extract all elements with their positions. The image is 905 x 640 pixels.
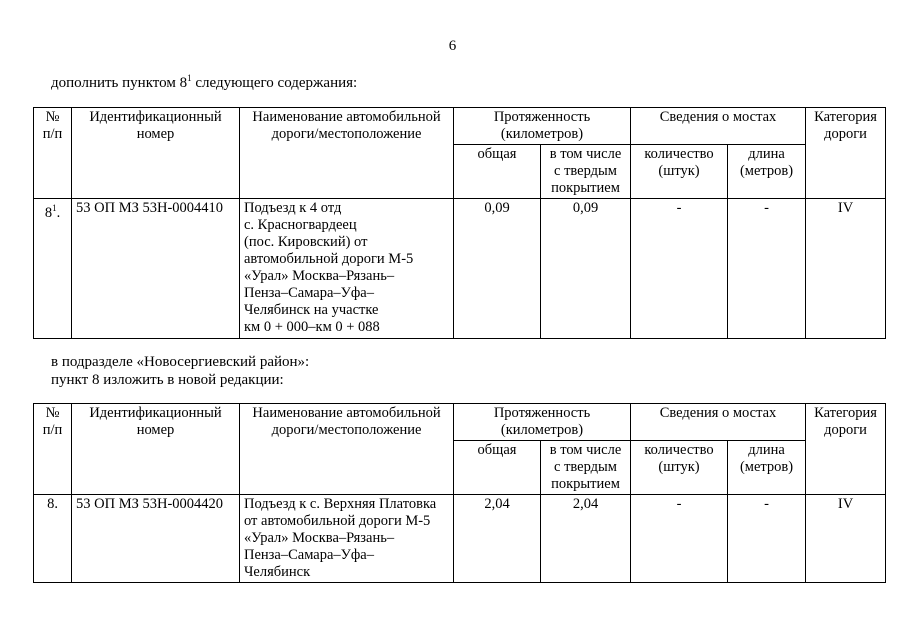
col-header-name: Наименование автомобильной дороги/местоположение: [240, 404, 454, 495]
cell-num: 8.: [34, 495, 72, 583]
col-header-num: № п/п: [34, 404, 72, 495]
cell-id: 53 ОП МЗ 53Н-0004420: [72, 495, 240, 583]
col-header-id: Идентификационный номер: [72, 404, 240, 495]
cell-category: IV: [806, 495, 886, 583]
cell-length-total: 2,04: [454, 495, 541, 583]
col-header-length-total: общая: [454, 441, 541, 495]
col-header-length-paved: в том числе с твердым покрытием: [541, 441, 631, 495]
page-number: 6: [448, 38, 457, 54]
col-header-id: Идентификационный номер: [72, 108, 240, 199]
table-row: [34, 199, 886, 339]
cell-category: IV: [806, 199, 886, 339]
col-header-num: № п/п: [34, 108, 72, 199]
header-row-1: [34, 108, 886, 145]
col-header-length: Протяженность (километров): [454, 108, 631, 145]
col-header-length-total: общая: [454, 145, 541, 199]
col-header-name: Наименование автомобильной дороги/местоположение: [240, 108, 454, 199]
col-header-bridges: Сведения о мостах: [631, 404, 806, 441]
cell-name: Подъезд к с. Верхняя Платовка от автомобильной дороги М-5 «Урал» Москва–Рязань– Пенза–Самара–Уфа– Челябинск: [240, 495, 454, 583]
col-header-bridges-length: длина (метров): [728, 145, 806, 199]
roads-table-2: [33, 403, 886, 583]
header-row-1: [34, 404, 886, 441]
section1-intro-sup: 1: [187, 73, 192, 83]
table-row: [34, 495, 886, 583]
cell-name: Подъезд к 4 отд с. Красногвардеец (пос. Кировский) от автомобильной дороги М-5 «Урал» Москва–Рязань– Пенза–Самара–Уфа– Челябинск на участке км 0 + 000–км 0 + 088: [240, 199, 454, 339]
col-header-bridges-count: количество (штук): [631, 441, 728, 495]
cell-length-total: 0,09: [454, 199, 541, 339]
section1-intro-suffix: следующего содержания:: [191, 75, 358, 91]
section1-intro-text: дополнить пунктом 8: [51, 75, 188, 91]
cell-length-paved: 2,04: [541, 495, 631, 583]
section2-line2: пункт 8 изложить в новой редакции:: [51, 372, 284, 388]
col-header-bridges: Сведения о мостах: [631, 108, 806, 145]
cell-bridges-length: -: [728, 495, 806, 583]
col-header-length-paved: в том числе с твердым покрытием: [541, 145, 631, 199]
col-header-bridges-length: длина (метров): [728, 441, 806, 495]
cell-num: $8^1$.: [34, 199, 72, 339]
col-header-category: Категория дороги: [806, 108, 886, 199]
cell-bridges-count: -: [631, 199, 728, 339]
roads-table-1: [33, 107, 886, 339]
cell-id: 53 ОП МЗ 53Н-0004410: [72, 199, 240, 339]
section2-line1: в подразделе «Новосергиевский район»:: [51, 354, 310, 370]
cell-bridges-length: -: [728, 199, 806, 339]
col-header-length: Протяженность (километров): [454, 404, 631, 441]
col-header-category: Категория дороги: [806, 404, 886, 495]
cell-bridges-count: -: [631, 495, 728, 583]
cell-length-paved: 0,09: [541, 199, 631, 339]
col-header-bridges-count: количество (штук): [631, 145, 728, 199]
section1-intro: [51, 73, 357, 92]
